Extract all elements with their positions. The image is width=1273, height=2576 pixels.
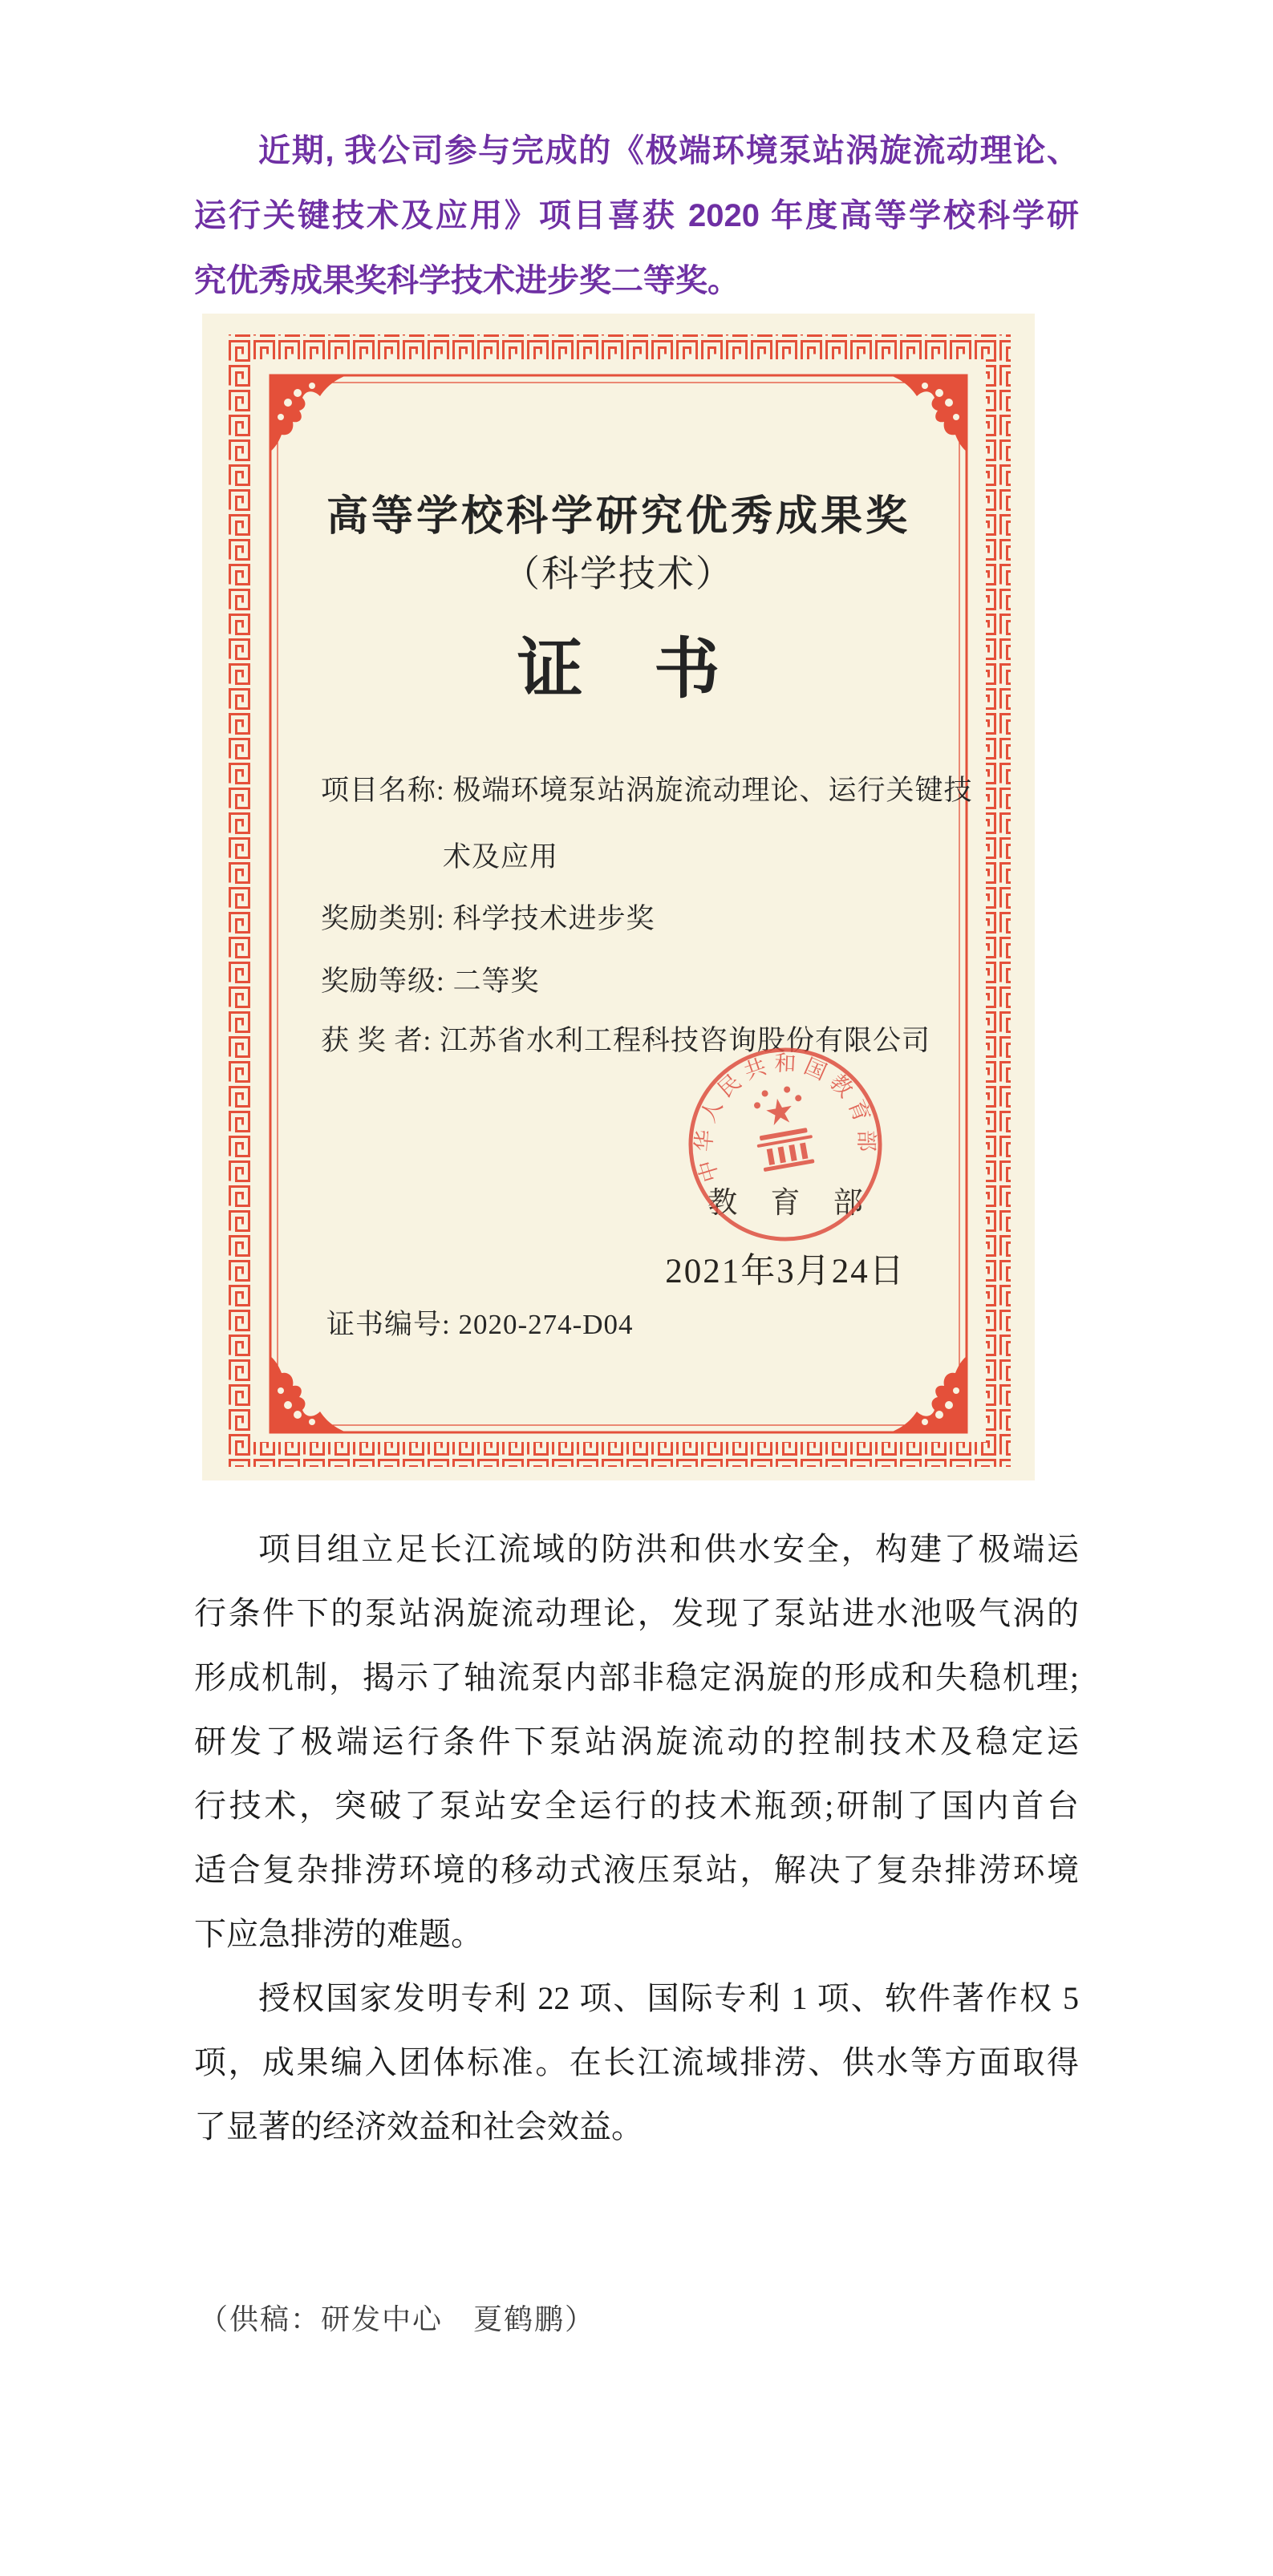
body-line: 研发了极端运行条件下泵站涡旋流动的控制技术及稳定运 <box>194 1723 1079 1760</box>
issuing-authority: 教 育 部 <box>707 1187 876 1220</box>
intro-paragraph <box>194 119 1079 314</box>
issue-date: 2021年3月24日 <box>665 1253 906 1290</box>
body-line: 适合复杂排涝环境的移动式液压泵站，解决了复杂排涝环境 <box>194 1852 1079 1888</box>
certificate-subtitle: （科学技术） <box>503 553 734 594</box>
intro-line: 近期, 我公司参与完成的《极端环境泵站涡旋流动理论、 <box>258 133 1079 168</box>
certificate-image <box>202 314 1035 1480</box>
seal-ring-text: 中华人民共和国教育部 <box>691 1051 879 1185</box>
body-paragraph-1 <box>194 1517 1079 1966</box>
footer-credit: （供稿：研发中心 夏鹤鹏） <box>199 2303 596 2335</box>
field-project-name-line2: 术及应用 <box>443 841 559 873</box>
body-line: 行技术，突破了泵站安全运行的技术瓶颈;研制了国内首台 <box>194 1788 1079 1824</box>
field-award-grade: 奖励等级: 二等奖 <box>321 966 540 997</box>
body-line: 行条件下的泵站涡旋流动理论，发现了泵站进水池吸气涡的 <box>194 1595 1079 1631</box>
body-line: 项目组立足长江流域的防洪和供水安全，构建了极端运 <box>258 1531 1079 1567</box>
national-emblem-icon <box>748 1083 817 1173</box>
body-line: 形成机制，揭示了轴流泵内部非稳定涡旋的形成和失稳机理; <box>194 1659 1079 1695</box>
body-line: 了显著的经济效益和社会效益。 <box>194 2108 643 2145</box>
body-line: 下应急排涝的难题。 <box>194 1916 483 1952</box>
intro-line: 运行关键技术及应用》项目喜获 2020 年度高等学校科学研 <box>194 198 1079 233</box>
serial-number: 证书编号: 2020-274-D04 <box>326 1309 634 1340</box>
intro-line: 究优秀成果奖科学技术进步奖二等奖。 <box>194 263 740 298</box>
field-project-name-line1: 项目名称: 极端环境泵站涡旋流动理论、运行关键技 <box>321 775 973 806</box>
official-seal-icon <box>664 1023 906 1265</box>
body-text <box>194 1517 1079 2159</box>
field-award-category: 奖励类别: 科学技术进步奖 <box>321 903 655 934</box>
field-award-winner: 获 奖 者: 江苏省水利工程科技咨询股份有限公司 <box>321 1025 930 1056</box>
body-line: 项，成果编入团体标准。在长江流域排涝、供水等方面取得 <box>194 2044 1079 2080</box>
certificate-doc-type: 证 书 <box>517 633 748 706</box>
body-line: 授权国家发明专利 22 项、国际专利 1 项、软件著作权 5 <box>258 1980 1079 2016</box>
body-paragraph-2 <box>194 1966 1079 2159</box>
certificate-title: 高等学校科学研究优秀成果奖 <box>326 494 910 540</box>
